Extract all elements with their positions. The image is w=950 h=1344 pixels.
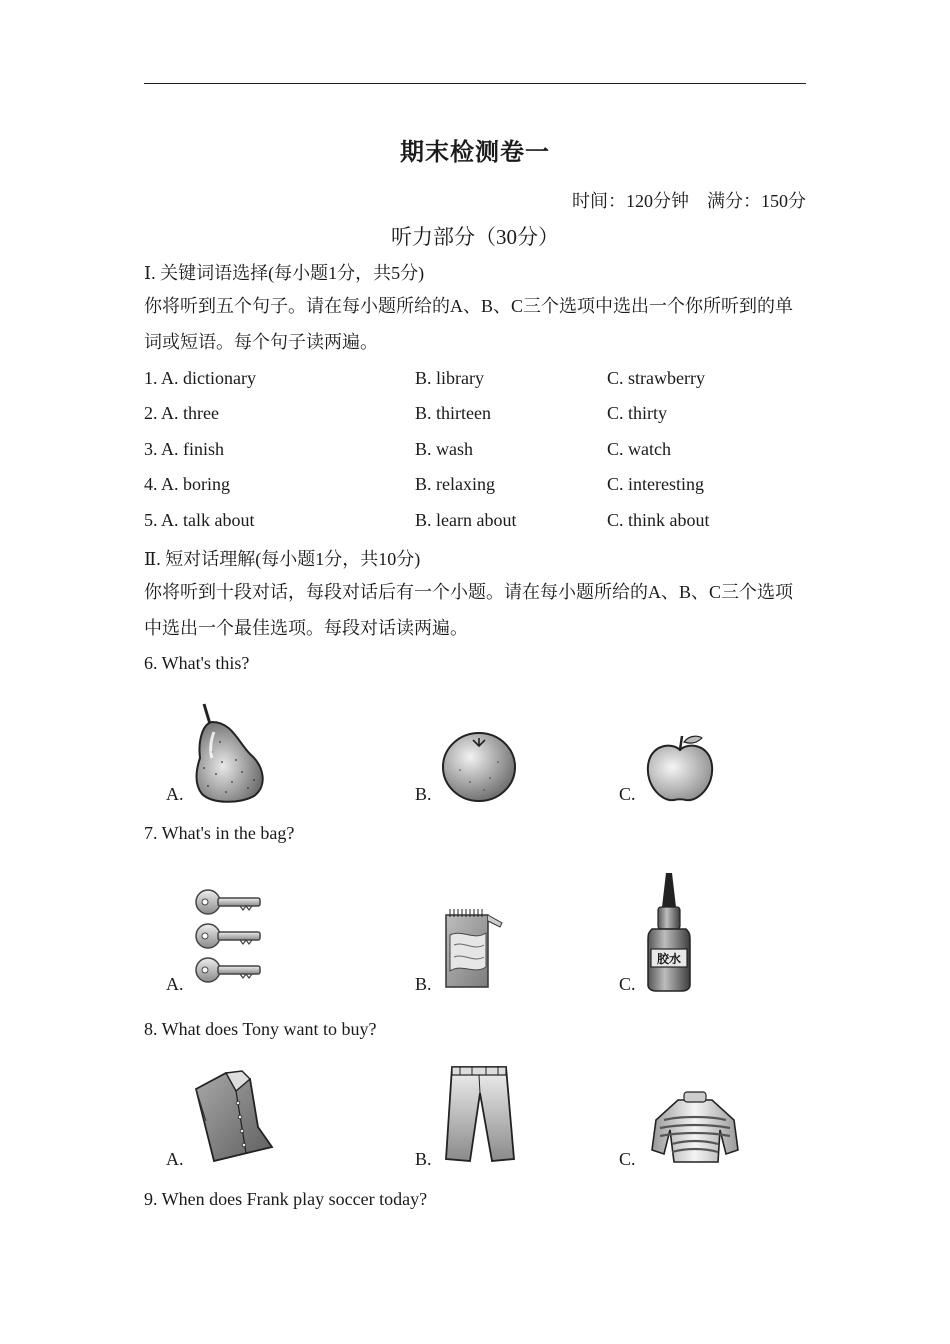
q2-option-a: 2. A. three xyxy=(144,403,219,423)
orange-icon xyxy=(440,730,518,804)
q7-question: 7. What's in the bag? xyxy=(144,823,295,843)
shirt-icon xyxy=(192,1067,276,1163)
q4-option-b: B. relaxing xyxy=(415,474,495,494)
part1-instructions: 你将听到五个句子。请在每小题所给的A、B、C三个选项中选出一个你所听到的单词或短语。每个句子读两遍。 xyxy=(144,296,794,352)
q2-option-c: C. thirty xyxy=(607,403,668,423)
keys-icon xyxy=(194,882,264,990)
q6-label-b: B. xyxy=(415,784,432,804)
trousers-icon xyxy=(444,1063,516,1163)
q6-question: 6. What's this? xyxy=(144,653,250,673)
q5-option-b: B. learn about xyxy=(415,510,517,530)
q7-label-b: B. xyxy=(415,974,432,994)
q9-question: 9. When does Frank play soccer today? xyxy=(144,1189,428,1209)
q4-option-c: C. interesting xyxy=(607,474,704,494)
q1-option-a: 1. A. dictionary xyxy=(144,368,256,388)
header-rule xyxy=(144,83,806,84)
q8-question: 8. What does Tony want to buy? xyxy=(144,1019,377,1039)
pear-icon xyxy=(192,702,268,804)
exam-meta: 时间：120分钟 满分：150分 xyxy=(572,191,806,211)
notebook-icon xyxy=(444,905,504,989)
q8-label-a: A. xyxy=(166,1149,184,1169)
q3-option-c: C. watch xyxy=(607,439,671,459)
q3-option-a: 3. A. finish xyxy=(144,439,225,459)
q5-option-a: 5. A. talk about xyxy=(144,510,255,530)
q2-option-b: B. thirteen xyxy=(415,403,491,423)
q7-label-c: C. xyxy=(619,974,636,994)
q4-option-a: 4. A. boring xyxy=(144,474,231,494)
section-title: 听力部分（30分） xyxy=(391,225,559,249)
q6-label-a: A. xyxy=(166,784,184,804)
glue-bottle-icon xyxy=(646,871,692,993)
q1-option-b: B. library xyxy=(415,368,484,388)
sweater-icon xyxy=(650,1090,740,1166)
q8-label-b: B. xyxy=(415,1149,432,1169)
part2-heading: Ⅱ. 短对话理解(每小题1分，共10分) xyxy=(144,549,421,569)
q5-option-c: C. think about xyxy=(607,510,710,530)
glue-label: 胶水 xyxy=(656,952,682,966)
q7-label-a: A. xyxy=(166,974,184,994)
page-title: 期末检测卷一 xyxy=(400,140,550,166)
part2-instructions: 你将听到十段对话，每段对话后有一个小题。请在每小题所给的A、B、C三个选项中选出一个最佳选项。每段对话读两遍。 xyxy=(144,582,794,638)
q6-label-c: C. xyxy=(619,784,636,804)
q3-option-b: B. wash xyxy=(415,439,473,459)
q1-option-c: C. strawberry xyxy=(607,368,705,388)
q8-label-c: C. xyxy=(619,1149,636,1169)
part1-heading: Ⅰ. 关键词语选择(每小题1分，共5分) xyxy=(144,263,425,283)
apple-icon xyxy=(644,732,716,804)
